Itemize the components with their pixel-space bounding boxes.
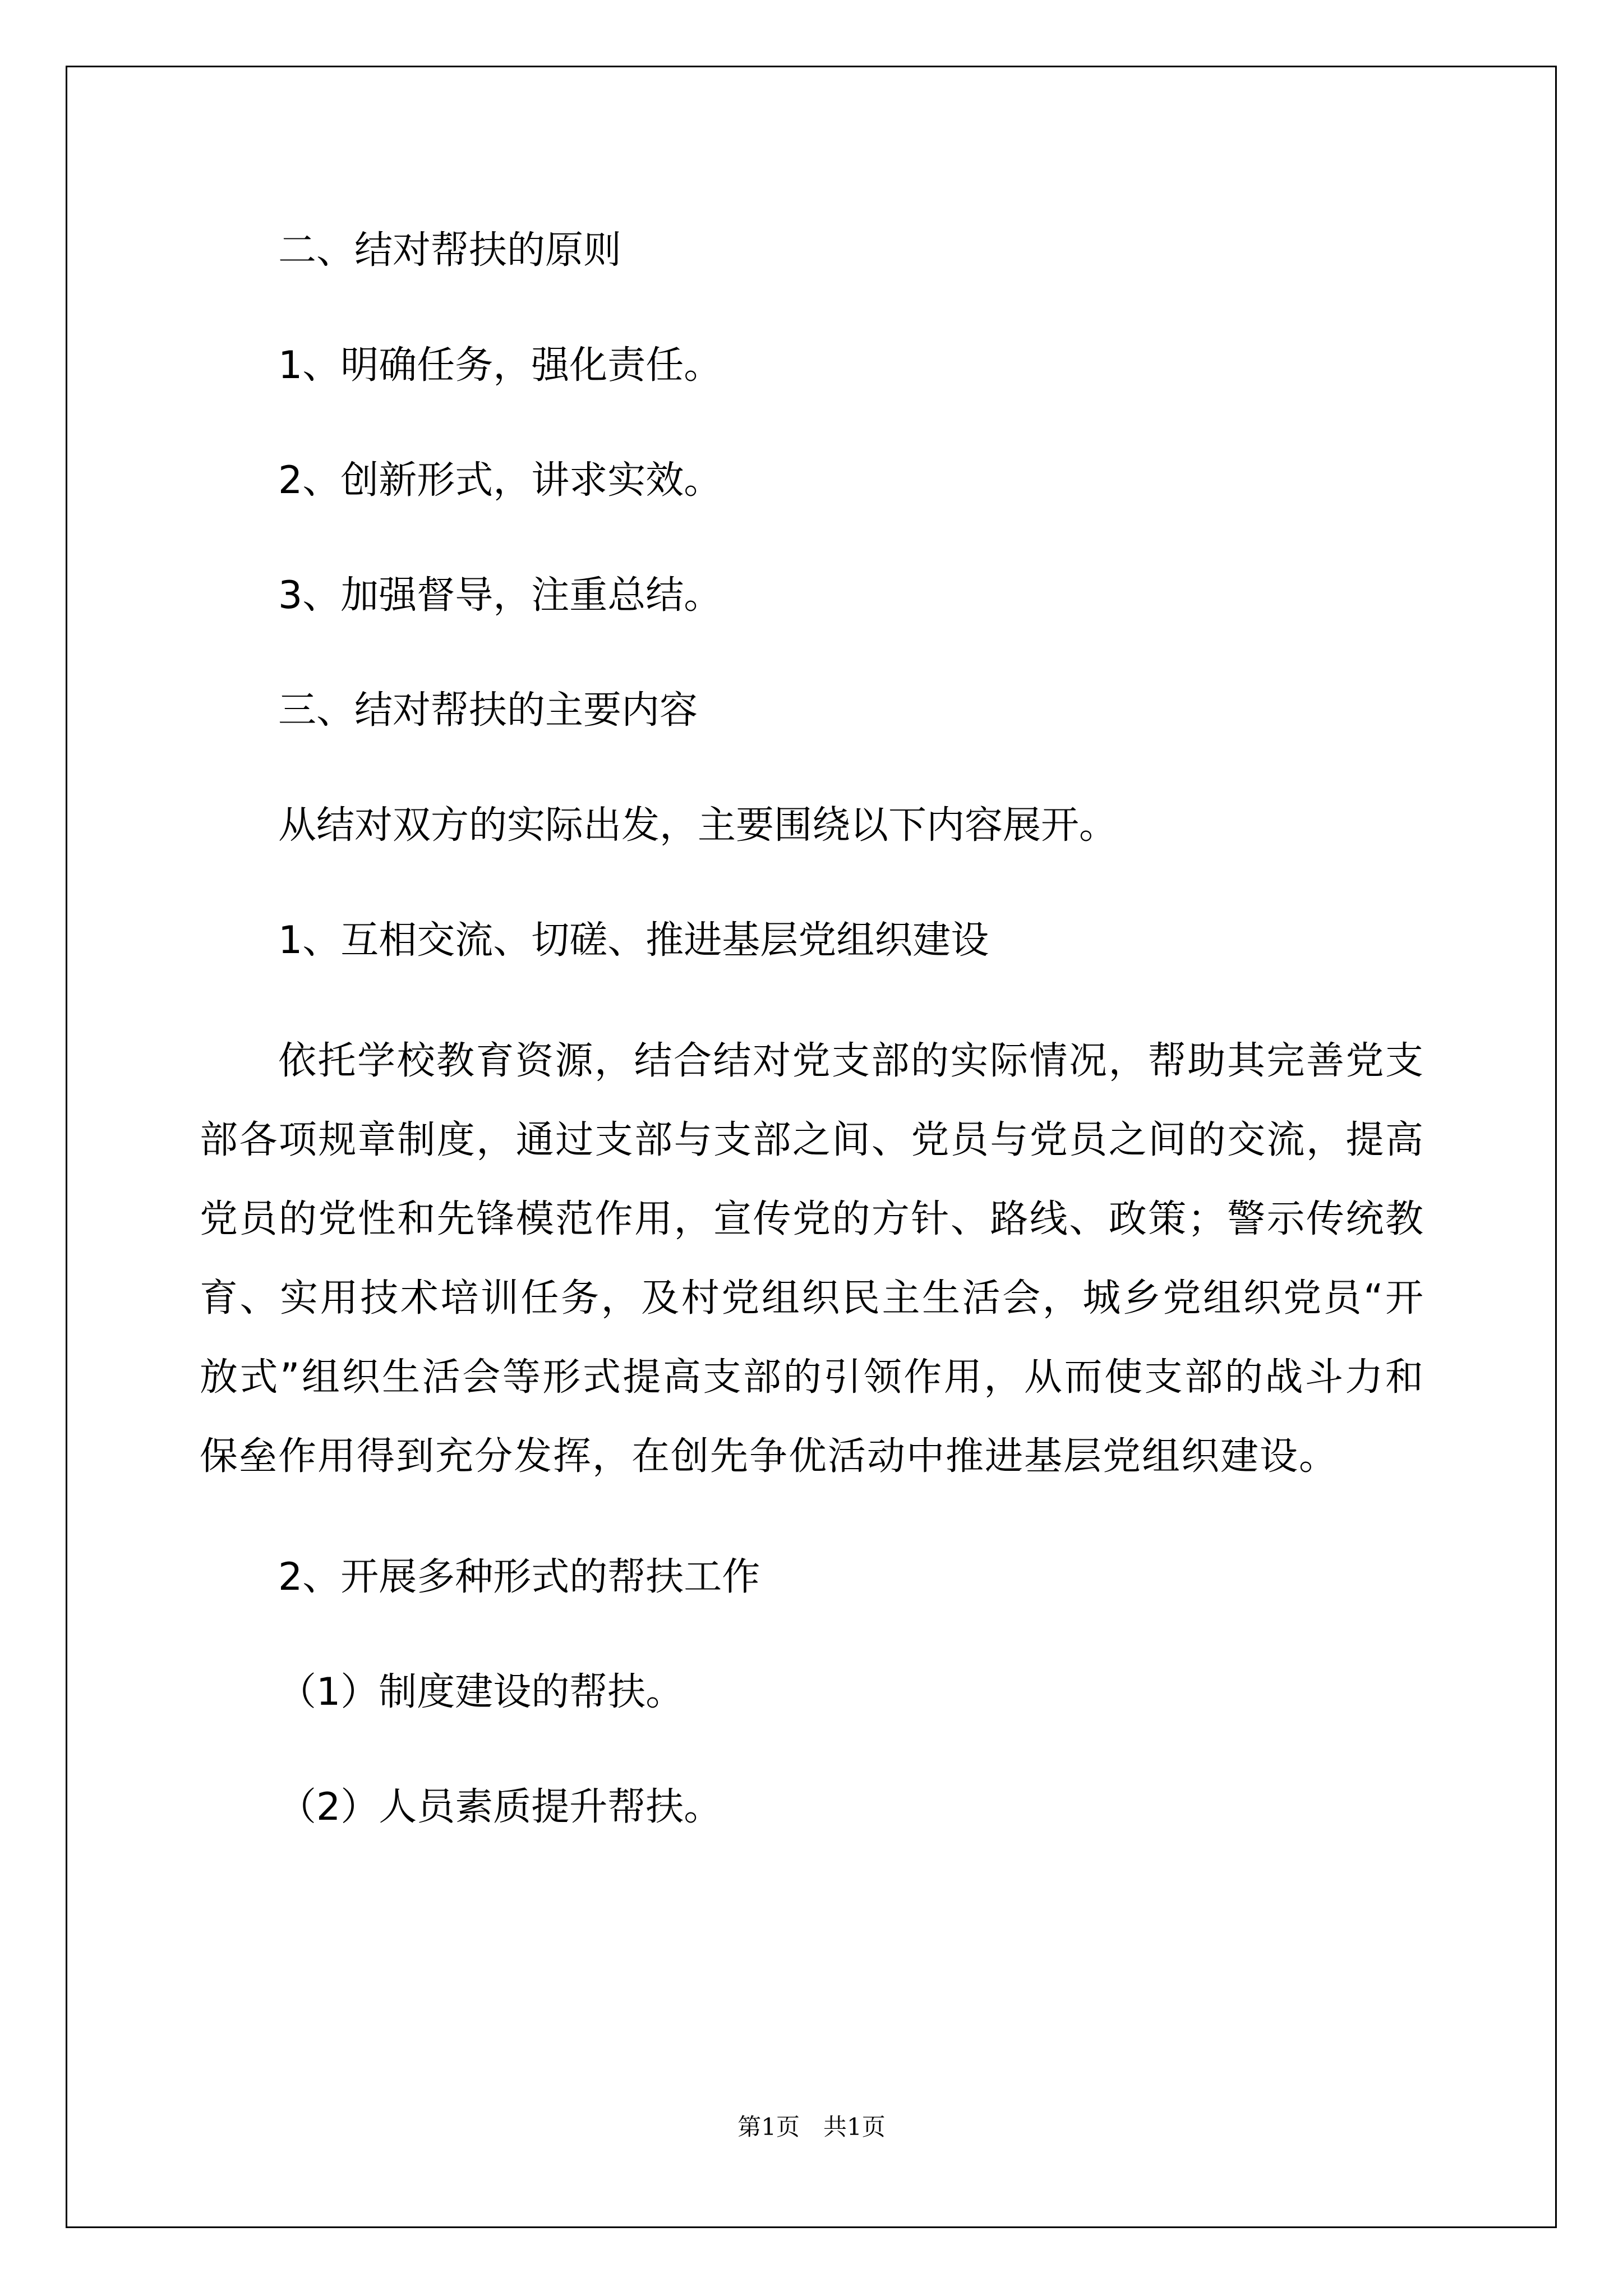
principle-item-2: 2、创新形式，讲求实效。 (278, 458, 722, 503)
section-heading-content: 三、结对帮扶的主要内容 (278, 688, 698, 733)
content-item-2-sub-2: （2）人员素质提升帮扶。 (278, 1785, 722, 1829)
principle-item-3: 3、加强督导，注重总结。 (278, 573, 722, 618)
content-item-2-heading: 2、开展多种形式的帮扶工作 (278, 1555, 760, 1599)
content-item-1-body: 依托学校教育资源，结合结对党支部的实际情况，帮助其完善党支部各项规章制度，通过支部与支部之间、党员与党员之间的交流，提高党员的党性和先锋模范作用，宣传党的方针、路线、政策；警示传统教育、实用技术培训任务，及村党组织民主生活会，城乡党组织党员“开放式”组织生活会等形式提高支部的引领作用，从而使支部的战斗力和保垒作用得到充分发挥，在创先争优活动中推进基层党组织建设。 (200, 1039, 1424, 1479)
content-intro: 从结对双方的实际出发，主要围绕以下内容展开。 (278, 803, 1118, 848)
content-item-1-heading: 1、互相交流、切磋、推进基层党组织建设 (278, 918, 989, 963)
section-heading-principles: 二、结对帮扶的原则 (278, 228, 622, 273)
content-item-2-sub-1: （1）制度建设的帮扶。 (278, 1670, 684, 1714)
document-body (200, 217, 1424, 1841)
principle-item-1: 1、明确任务，强化责任。 (278, 343, 722, 388)
page-number-footer: 第1页 共1页 (737, 2113, 886, 2141)
